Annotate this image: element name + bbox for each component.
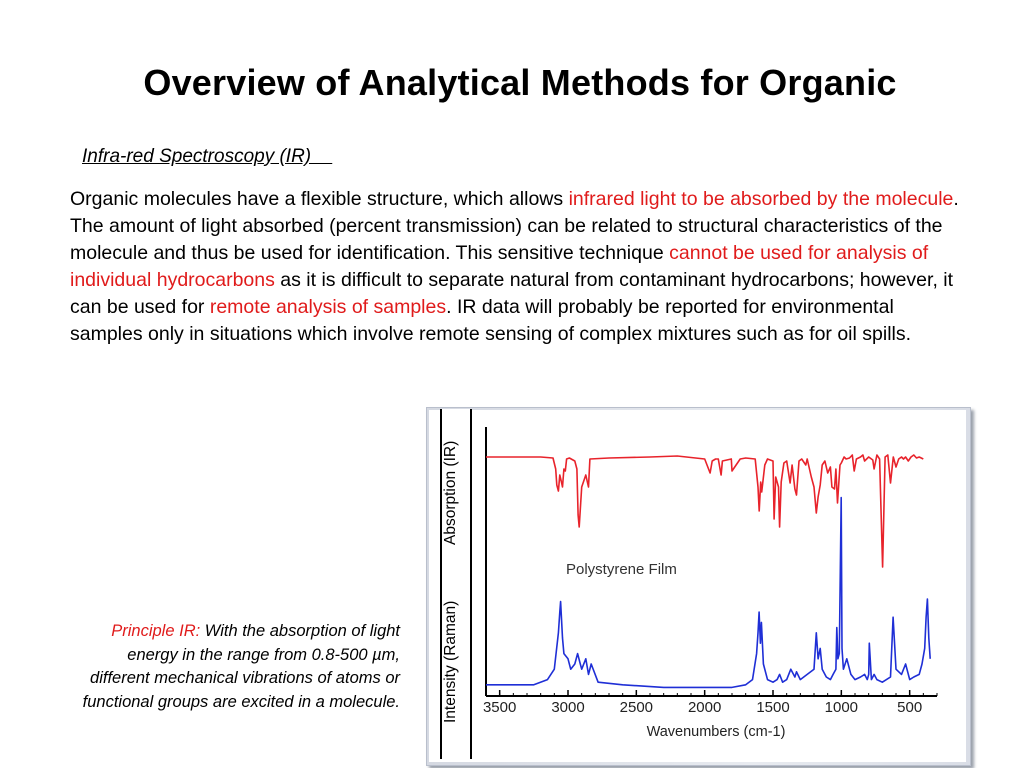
paragraph-segment: . The amount of light absorbed (percent transmission) can be related to structural characteristics of the molecule and thus be used for identification. This sensitive technique [70, 188, 959, 264]
x-tick-label: 3000 [551, 699, 585, 716]
y-label-absorption: Absorption (IR) [442, 440, 459, 545]
body-paragraph [70, 186, 970, 348]
paragraph-highlight: remote analysis of samples [209, 296, 447, 318]
section-subtitle: Infra-red Spectroscopy (IR) [82, 146, 333, 167]
paragraph-highlight: infrared light to be absorbed by the molecule [568, 188, 954, 210]
x-tick-label: 1500 [756, 699, 790, 716]
paragraph-segment: . IR data will probably be reported for environmental samples only in situations which involve remote sensing of complex mixtures such as for oil spills. [70, 296, 912, 345]
paragraph-segment: as it is difficult to separate natural from contaminant hydrocarbons; however, it can be used for [70, 269, 954, 318]
principle-caption [82, 620, 400, 714]
x-tick-label: 3500 [482, 699, 517, 716]
x-tick-label: 500 [897, 699, 923, 716]
chart-title: Polystyrene Film [566, 561, 677, 578]
paragraph-segment: Organic molecules have a flexible structure, which allows [70, 188, 569, 210]
ir-spectrum-line [486, 455, 923, 567]
principle-text: With the absorption of light energy in the range from 0.8-500 µm, different mechanical vibrations of atoms or functional groups are excited in a molecule. [82, 622, 400, 711]
spectrum-figure [426, 407, 972, 764]
x-axis-label: Wavenumbers (cm-1) [646, 724, 786, 740]
spectrum-chart [426, 407, 972, 764]
y-label-intensity: Intensity (Raman) [442, 600, 459, 723]
slide-title: Overview of Analytical Methods for Organic [143, 62, 897, 103]
x-tick-label: 2000 [687, 699, 722, 716]
raman-spectrum-line [486, 498, 930, 688]
x-tick-label: 2500 [619, 699, 654, 716]
x-tick-label: 1000 [824, 699, 859, 716]
paragraph-highlight: cannot be used for analysis of individual hydrocarbons [70, 242, 929, 291]
principle-label: Principle IR: [111, 622, 201, 640]
plot-area [483, 427, 937, 740]
